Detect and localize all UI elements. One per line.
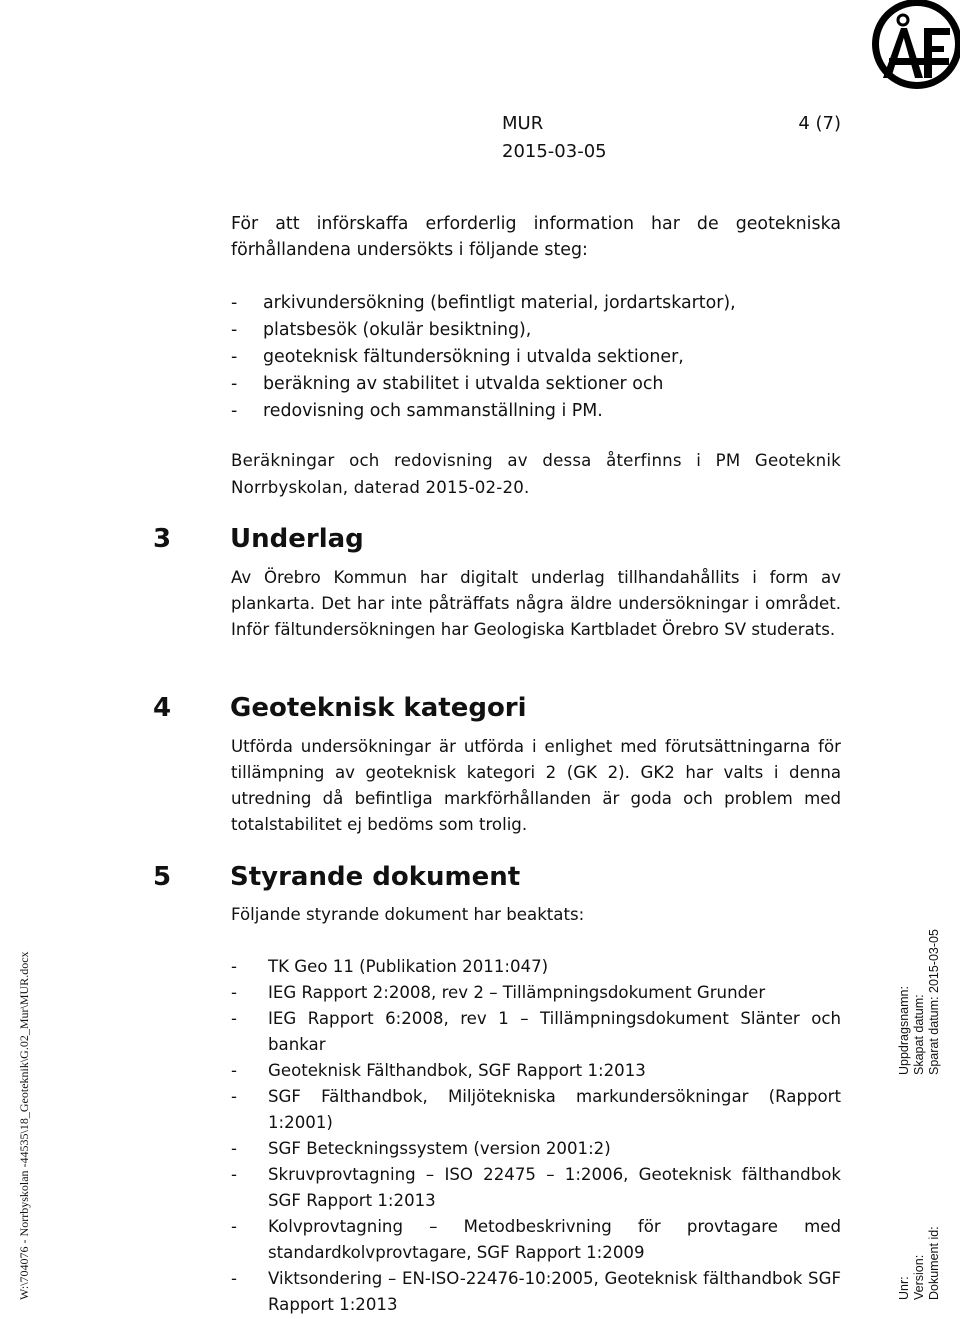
meta-label: Sparat datum: 2015-03-05 — [927, 929, 941, 1075]
list-item: - Skruvprovtagning – ISO 22475 – 1:2006, Geoteknisk fälthandbok SGF Rapport 1:2013 — [231, 1162, 841, 1214]
list-item: - Viktsondering – EN-ISO-22476-10:2005, Geoteknisk fälthandbok SGF Rapport 1:2013 — [231, 1266, 841, 1318]
section-title: Geoteknisk kategori — [230, 693, 527, 723]
list-item: - Kolvprovtagning – Metodbeskrivning för provtagare med standardkolvprovtagare, SGF Rapport 1:2009 — [231, 1214, 841, 1266]
list-item: - redovisning och sammanställning i PM. — [231, 398, 841, 425]
investigation-steps-list — [231, 290, 841, 425]
section-title: Styrande dokument — [230, 862, 521, 892]
list-item: - TK Geo 11 (Publikation 2011:047) — [231, 954, 841, 980]
calculations-paragraph: Beräkningar och redovisning av dessa återfinns i PM Geoteknik Norrbyskolan, daterad 2015-02-20. — [231, 451, 841, 497]
section-number: 5 — [153, 862, 172, 892]
list-item: - IEG Rapport 2:2008, rev 2 – Tillämpningsdokument Grunder — [231, 980, 841, 1006]
document-title: MUR — [502, 113, 544, 134]
intro-paragraph: För att införskaffa erforderlig information har de geotekniska förhållandena undersökts i följande steg: — [231, 214, 841, 260]
list-item: - SGF Beteckningssystem (version 2001:2) — [231, 1136, 841, 1162]
list-item: - Geoteknisk Fälthandbok, SGF Rapport 1:2013 — [231, 1058, 841, 1084]
section-body-underlag: Av Örebro Kommun har digitalt underlag tillhandahållits i form av plankarta. Det har inte påträffats några äldre undersökningar i området. Inför fältundersökningen har Geologiska Kartbladet Örebro SV studerats. — [231, 568, 841, 639]
section-number: 4 — [153, 693, 172, 723]
list-item: - arkivundersökning (befintligt material, jordartskartor), — [231, 290, 841, 317]
section-body-geoteknisk-kategori: Utförda undersökningar är utförda i enlighet med förutsättningarna för tillämpning av geoteknisk kategori 2 (GK 2). GK2 har valts i denna utredning då befintliga markförhållanden är goda och problem med totalstabilitet ej bedöms som trolig. — [231, 737, 841, 834]
list-item: - IEG Rapport 6:2008, rev 1 – Tillämpningsdokument Slänter och bankar — [231, 1006, 841, 1058]
file-path-margin: W:\704076 - Norrbyskolan -44535\18_Geoteknik\G.02_Mur\MUR.docx — [17, 951, 31, 1300]
meta-label: Unr: — [897, 1276, 911, 1300]
section-body-styrande-dokument: Följande styrande dokument har beaktats: — [231, 905, 585, 924]
meta-label: Skapat datum: — [912, 994, 926, 1075]
list-item: - SGF Fälthandbok, Miljötekniska markundersökningar (Rapport 1:2001) — [231, 1084, 841, 1136]
governing-documents-list — [231, 954, 841, 1318]
list-item: - beräkning av stabilitet i utvalda sektioner och — [231, 371, 841, 398]
document-date: 2015-03-05 — [502, 141, 607, 162]
list-item: - platsbesök (okulär besiktning), — [231, 317, 841, 344]
list-item: - geoteknisk fältundersökning i utvalda sektioner, — [231, 344, 841, 371]
page-number: 4 (7) — [798, 113, 841, 134]
meta-label: Uppdragsnamn: — [897, 986, 911, 1075]
meta-label: Dokument id: — [927, 1226, 941, 1300]
section-title: Underlag — [230, 524, 364, 554]
af-logo — [861, 0, 960, 100]
meta-label: Version: — [912, 1254, 926, 1300]
section-number: 3 — [153, 524, 172, 554]
